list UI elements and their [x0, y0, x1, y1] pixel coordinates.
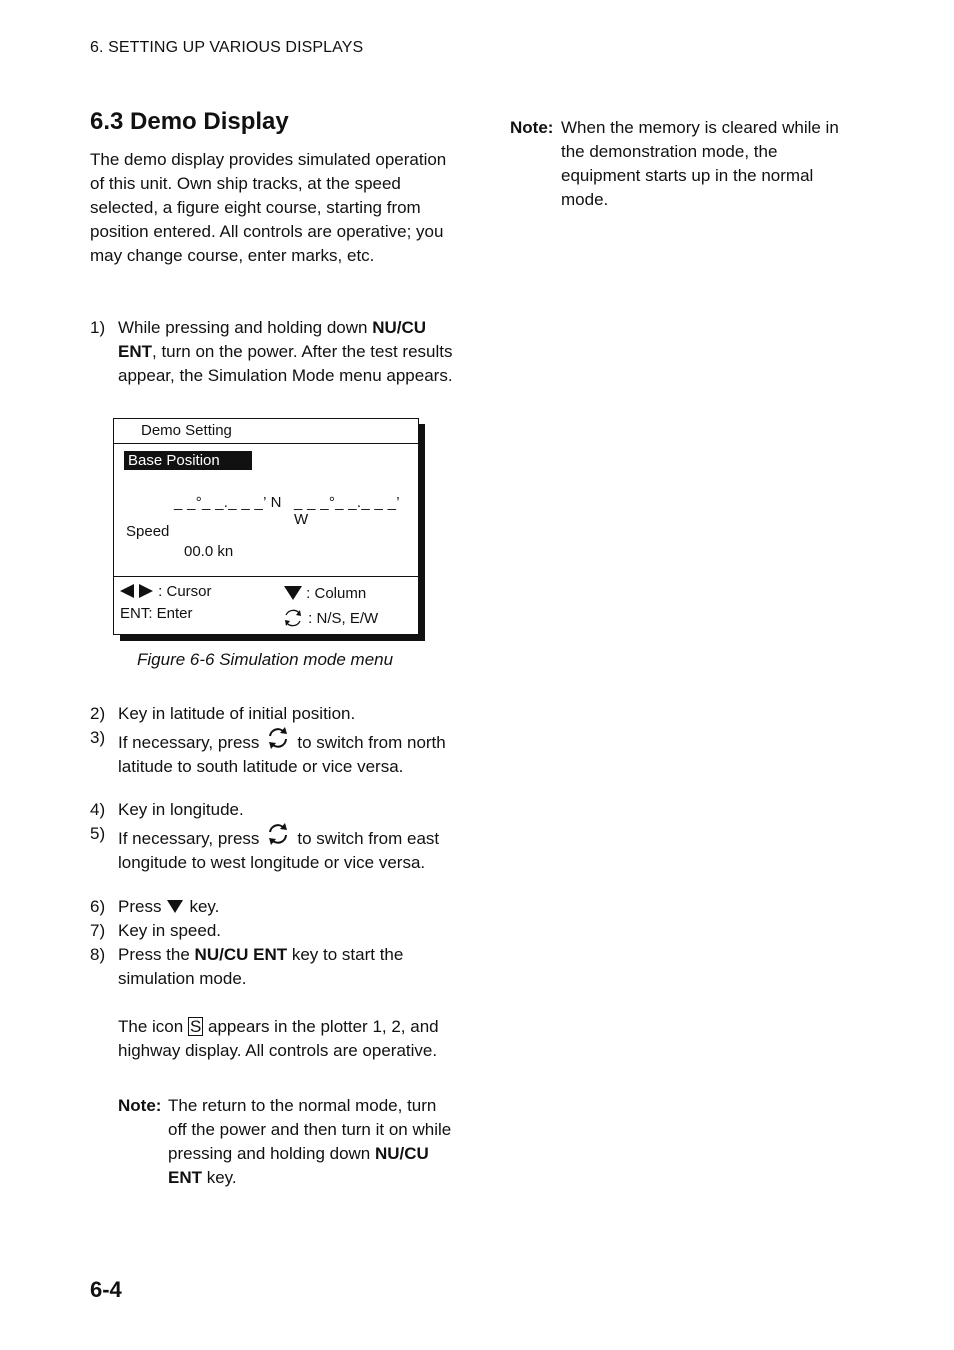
- key-name: NU/CU ENT: [168, 1144, 429, 1187]
- paragraph-text: appears in the plotter 1, 2, and highway display. All controls are operative.: [118, 1017, 439, 1060]
- note-return-normal: [118, 1094, 458, 1190]
- divider: [114, 443, 418, 444]
- note-text: key.: [202, 1168, 237, 1187]
- step-number: 8): [90, 945, 106, 964]
- step-text: key.: [189, 897, 220, 916]
- step-number: 4): [90, 800, 106, 819]
- speed-value: 00.0 kn: [184, 543, 234, 560]
- step-7: [90, 919, 460, 943]
- page-number: 6-4: [90, 1277, 122, 1302]
- base-position-highlight: Base Position: [124, 451, 252, 470]
- intro-paragraph: The demo display provides simulated operation of this unit. Own ship tracks, at the speed selected, a figure eight course, starting from position entered. All controls are operative; you may change course, enter marks, etc.: [90, 150, 447, 265]
- step-8: [90, 943, 460, 991]
- latitude-pattern: _ _°_ _._ _ _’ N: [174, 494, 282, 511]
- legend-column: [284, 585, 366, 602]
- step-text: , turn on the power. After the test results appear, the Simulation Mode menu appears.: [118, 342, 453, 385]
- step-2: [90, 702, 460, 726]
- step-text: If necessary, press: [118, 829, 260, 848]
- step-number: 1): [90, 318, 106, 337]
- step-6: [90, 895, 460, 919]
- step-number: 3): [90, 728, 106, 747]
- paragraph-text: The icon: [118, 1017, 188, 1036]
- step-5: [90, 822, 460, 875]
- left-triangle-icon: [120, 584, 136, 598]
- step-4: [90, 798, 460, 822]
- step-text: to switch from east longitude to west longitude or vice versa.: [118, 829, 440, 872]
- divider: [114, 576, 418, 577]
- step-number: 7): [90, 921, 106, 940]
- legend-ns-ew: [282, 607, 378, 629]
- step-number: 2): [90, 704, 106, 723]
- legend-label: : Column: [306, 585, 367, 602]
- section-title: 6.3 Demo Display: [90, 108, 289, 135]
- key-name: NU/CU ENT: [194, 945, 288, 964]
- menu-title: Demo Setting: [141, 422, 232, 439]
- step-text: Key in speed.: [118, 921, 222, 940]
- step-text: Press the: [118, 945, 195, 964]
- refresh-key-icon: [265, 726, 291, 750]
- step-text: Press: [118, 897, 162, 916]
- down-triangle-icon: [167, 900, 183, 913]
- step-text: Key in longitude.: [118, 800, 244, 819]
- legend-label: : N/S, E/W: [308, 610, 379, 627]
- legend-enter: ENT: Enter: [120, 605, 193, 622]
- longitude-pattern: _ _ _°_ _._ _ _’ W: [294, 494, 400, 528]
- right-triangle-icon: [136, 584, 154, 598]
- running-header: 6. SETTING UP VARIOUS DISPLAYS: [90, 39, 364, 56]
- step-number: 5): [90, 824, 106, 843]
- note-memory-cleared: [510, 116, 850, 212]
- note-label: Note:: [510, 118, 554, 137]
- step-text: Key in latitude of initial position.: [118, 704, 356, 723]
- key-name: NU/CU ENT: [118, 318, 427, 361]
- step-text: While pressing and holding down: [118, 318, 373, 337]
- figure-caption: Figure 6-6 Simulation mode menu: [137, 650, 394, 669]
- refresh-key-icon: [265, 822, 291, 846]
- note-label: Note:: [118, 1096, 162, 1115]
- speed-label: Speed: [126, 523, 170, 540]
- down-triangle-icon: [284, 586, 302, 600]
- step-1: [90, 316, 460, 388]
- step-text: key to start the simulation mode.: [118, 945, 404, 988]
- simulation-s-icon: S: [189, 1017, 202, 1036]
- step-3: [90, 726, 460, 779]
- legend-label: : Cursor: [158, 583, 212, 600]
- note-text: The return to the normal mode, turn off the power and then turn it on while pressing and holding down: [168, 1096, 452, 1163]
- step-text: to switch from north latitude to south latitude or vice versa.: [118, 733, 446, 776]
- legend-cursor: [120, 583, 212, 600]
- note-text: When the memory is cleared while in the demonstration mode, the equipment starts up in the normal mode.: [561, 118, 839, 209]
- simulation-mode-menu: [113, 418, 419, 635]
- step-number: 6): [90, 897, 106, 916]
- step-text: If necessary, press: [118, 733, 260, 752]
- simulation-icon-paragraph: [118, 1015, 458, 1063]
- refresh-key-icon: [282, 607, 304, 629]
